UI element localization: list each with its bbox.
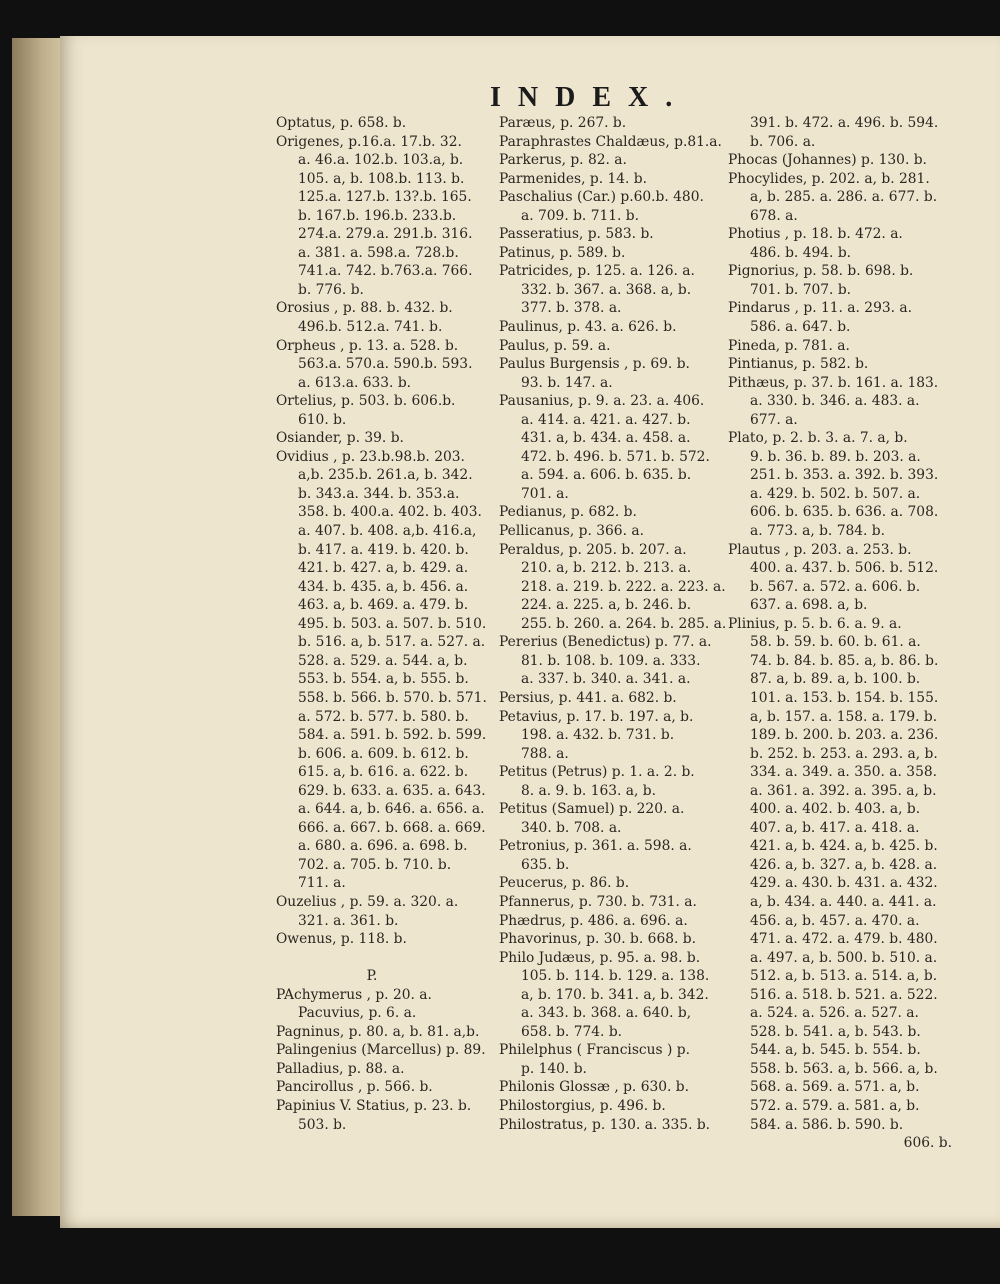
index-continuation-line: 463. a, b. 469. a. 479. b. bbox=[298, 597, 469, 614]
index-entry: Ovidius , p. 23.b.98.b. 203. bbox=[276, 448, 465, 465]
index-continuation-line: b. 252. b. 253. a. 293. a, b. bbox=[750, 745, 938, 762]
index-continuation-line: 677. a. bbox=[750, 411, 798, 428]
index-continuation-line: 568. a. 569. a. 571. a, b. bbox=[750, 1079, 920, 1096]
index-continuation-line: a. 572. b. 577. b. 580. b. bbox=[298, 708, 469, 725]
index-continuation-line: a,b. 235.b. 261.a, b. 342. bbox=[298, 467, 473, 484]
index-entry: Osiander, p. 39. b. bbox=[276, 430, 404, 447]
index-continuation-line: a. 429. b. 502. b. 507. a. bbox=[750, 485, 921, 502]
index-entry: Philonis Glossæ , p. 630. b. bbox=[499, 1079, 690, 1096]
index-column-1 bbox=[276, 114, 508, 1134]
index-continuation-line: 666. a. 667. b. 668. a. 669. bbox=[298, 819, 486, 836]
index-entry: Papinius V. Statius, p. 23. b. bbox=[276, 1097, 472, 1114]
index-entry: Plato, p. 2. b. 3. a. 7. a, b. bbox=[728, 430, 908, 447]
index-entry: Philostorgius, p. 496. b. bbox=[499, 1097, 666, 1114]
index-entry: Pellicanus, p. 366. a. bbox=[499, 523, 644, 540]
index-continuation-line: a. 524. a. 526. a. 527. a. bbox=[750, 1005, 919, 1022]
index-continuation-line: 572. a. 579. a. 581. a, b. bbox=[750, 1097, 920, 1114]
index-entry: Paulus Burgensis , p. 69. b. bbox=[499, 356, 690, 373]
index-continuation-line: 105. a, b. 108.b. 113. b. bbox=[298, 170, 465, 187]
index-entry: Plinius, p. 5. b. 6. a. 9. a. bbox=[728, 615, 902, 632]
index-continuation-line: 637. a. 698. a, b. bbox=[750, 597, 868, 614]
index-continuation-line: 391. b. 472. a. 496. b. 594. bbox=[750, 115, 939, 131]
index-continuation-line: a, b. 170. b. 341. a, b. 342. bbox=[521, 986, 709, 1003]
index-continuation-line: 407. a, b. 417. a. 418. a. bbox=[750, 819, 920, 836]
index-continuation-line: b. 343.a. 344. b. 353.a. bbox=[298, 485, 460, 502]
index-continuation-line: 58. b. 59. b. 60. b. 61. a. bbox=[750, 634, 921, 651]
index-continuation-line: 610. b. bbox=[298, 411, 347, 428]
index-continuation-line: 528. b. 541. a, b. 543. b. bbox=[750, 1023, 921, 1040]
index-entry: Petitus (Petrus) p. 1. a. 2. b. bbox=[499, 764, 695, 781]
index-entry: Paræus, p. 267. b. bbox=[499, 115, 627, 131]
index-entry: Paulus, p. 59. a. bbox=[499, 337, 611, 354]
index-continuation-line: b. 516. a, b. 517. a. 527. a. bbox=[298, 634, 486, 651]
index-continuation-line: 701. b. 707. b. bbox=[750, 281, 852, 298]
index-entry: Origenes, p.16.a. 17.b. 32. bbox=[276, 133, 462, 150]
index-entry: Pagninus, p. 80. a, b. 81. a,b. bbox=[276, 1023, 480, 1040]
index-entry: Patricides, p. 125. a. 126. a. bbox=[499, 263, 695, 280]
index-entry: Patinus, p. 589. b. bbox=[499, 244, 626, 261]
index-continuation-line: a. 337. b. 340. a. 341. a. bbox=[521, 671, 691, 688]
index-continuation-line: 741.a. 742. b.763.a. 766. bbox=[298, 263, 473, 280]
index-entry: Palingenius (Marcellus) p. 89. bbox=[276, 1042, 486, 1059]
index-entry: Pedianus, p. 682. b. bbox=[499, 504, 637, 521]
index-continuation-line: b. 706. a. bbox=[750, 133, 816, 150]
index-entry: Petronius, p. 361. a. 598. a. bbox=[499, 838, 692, 855]
index-entry: Philostratus, p. 130. a. 335. b. bbox=[499, 1116, 711, 1133]
index-continuation-line: 8. a. 9. b. 163. a, b. bbox=[521, 782, 657, 799]
index-continuation-line: 495. b. 503. a. 507. b. 510. bbox=[298, 615, 487, 632]
index-continuation-line: 788. a. bbox=[521, 745, 569, 762]
index-continuation-line: 74. b. 84. b. 85. a, b. 86. b. bbox=[750, 652, 939, 669]
index-continuation-line: a. 613.a. 633. b. bbox=[298, 374, 412, 391]
index-continuation-line: 334. a. 349. a. 350. a. 358. bbox=[750, 764, 938, 781]
index-entry bbox=[276, 986, 508, 1005]
index-continuation-line: 255. b. 260. a. 264. b. 285. a. bbox=[521, 615, 727, 632]
index-entry: Optatus, p. 658. b. bbox=[276, 115, 407, 131]
index-continuation-line: 606. b. 635. b. 636. a. 708. bbox=[750, 504, 939, 521]
index-entry: Pausanius, p. 9. a. 23. a. 406. bbox=[499, 393, 705, 410]
index-continuation-line: 558. b. 563. a, b. 566. a, b. bbox=[750, 1060, 938, 1077]
index-continuation-line: 431. a, b. 434. a. 458. a. bbox=[521, 430, 691, 447]
index-continuation-line: 563.a. 570.a. 590.b. 593. bbox=[298, 356, 473, 373]
index-continuation-line: b. 417. a. 419. b. 420. b. bbox=[298, 541, 469, 558]
index-continuation-line: 486. b. 494. b. bbox=[750, 244, 852, 261]
index-entry: Phocas (Johannes) p. 130. b. bbox=[728, 152, 927, 169]
index-continuation-line: 218. a. 219. b. 222. a. 223. a. bbox=[521, 578, 726, 595]
index-entry: Pintianus, p. 582. b. bbox=[728, 356, 869, 373]
index-continuation-line: 321. a. 361. b. bbox=[298, 912, 399, 929]
index-continuation-line: a. 497. a, b. 500. b. 510. a. bbox=[750, 949, 938, 966]
index-entry: Phocylides, p. 202. a, b. 281. bbox=[728, 170, 930, 187]
index-continuation-line: 358. b. 400.a. 402. b. 403. bbox=[298, 504, 482, 521]
index-continuation-line: 125.a. 127.b. 13?.b. 165. bbox=[298, 189, 472, 206]
index-entry: Pithæus, p. 37. b. 161. a. 183. bbox=[728, 374, 939, 391]
page-title: INDEX. bbox=[490, 82, 690, 113]
index-continuation-line: 9. b. 36. b. 89. b. 203. a. bbox=[750, 448, 921, 465]
index-continuation-line: 586. a. 647. b. bbox=[750, 319, 851, 336]
index-column-3 bbox=[728, 114, 970, 1153]
index-continuation-line: a. 381. a. 598.a. 728.b. bbox=[298, 244, 459, 261]
index-entry: 606. b. bbox=[903, 1135, 952, 1152]
index-continuation-line: 198. a. 432. b. 731. b. bbox=[521, 727, 675, 744]
index-entry: Pignorius, p. 58. b. 698. b. bbox=[728, 263, 914, 280]
index-entry: Ortelius, p. 503. b. 606.b. bbox=[276, 393, 456, 410]
index-continuation-line: 615. a, b. 616. a. 622. b. bbox=[298, 764, 469, 781]
index-continuation-line: a. 773. a, b. 784. b. bbox=[750, 523, 886, 540]
index-entry: Pineda, p. 781. a. bbox=[728, 337, 850, 354]
index-entry: Palladius, p. 88. a. bbox=[276, 1060, 405, 1077]
index-continuation-line: 429. a. 430. b. 431. a. 432. bbox=[750, 875, 938, 892]
index-continuation-line: 421. a, b. 424. a, b. 425. b. bbox=[750, 838, 938, 855]
index-entry: Plautus , p. 203. a. 253. b. bbox=[728, 541, 912, 558]
index-continuation-line: 210. a, b. 212. b. 213. a. bbox=[521, 560, 692, 577]
index-continuation-line: b. 567. a. 572. a. 606. b. bbox=[750, 578, 921, 595]
index-entry: Peraldus, p. 205. b. 207. a. bbox=[499, 541, 687, 558]
index-continuation-line: 512. a, b. 513. a. 514. a, b. bbox=[750, 968, 938, 985]
index-continuation-line: 426. a, b. 327. a, b. 428. a. bbox=[750, 856, 938, 873]
index-entry: Paraphrastes Chaldæus, p.81.a. bbox=[499, 133, 722, 150]
index-entry: Parkerus, p. 82. a. bbox=[499, 152, 627, 169]
index-continuation-line: 224. a. 225. a, b. 246. b. bbox=[521, 597, 692, 614]
index-continuation-line: 544. a, b. 545. b. 554. b. bbox=[750, 1042, 921, 1059]
index-continuation-line: 629. b. 633. a. 635. a. 643. bbox=[298, 782, 486, 799]
index-continuation-line: 635. b. bbox=[521, 856, 570, 873]
index-continuation-line: 105. b. 114. b. 129. a. 138. bbox=[521, 968, 710, 985]
index-continuation-line: 81. b. 108. b. 109. a. 333. bbox=[521, 652, 701, 669]
index-continuation-line: 702. a. 705. b. 710. b. bbox=[298, 856, 452, 873]
index-continuation-line: a, b. 285. a. 286. a. 677. b. bbox=[750, 189, 938, 206]
index-entry: Phavorinus, p. 30. b. 668. b. bbox=[499, 931, 696, 948]
index-entry: Peucerus, p. 86. b. bbox=[499, 875, 630, 892]
index-continuation-line: a, b. 157. a. 158. a. 179. b. bbox=[750, 708, 938, 725]
index-continuation-line: 377. b. 378. a. bbox=[521, 300, 622, 317]
index-continuation-line: b. 167.b. 196.b. 233.b. bbox=[298, 207, 457, 224]
index-continuation-line: a. 414. a. 421. a. 427. b. bbox=[521, 411, 691, 428]
index-continuation-line: 400. a. 437. b. 506. b. 512. bbox=[750, 560, 939, 577]
section-letter-heading: P. bbox=[366, 968, 378, 985]
index-continuation-line: a. 46.a. 102.b. 103.a, b. bbox=[298, 152, 464, 169]
index-continuation-line: 516. a. 518. b. 521. a. 522. bbox=[750, 986, 938, 1003]
index-entry: Pererius (Benedictus) p. 77. a. bbox=[499, 634, 712, 651]
index-continuation-line: 584. a. 586. b. 590. b. bbox=[750, 1116, 904, 1133]
index-continuation-line: 503. b. bbox=[298, 1116, 347, 1133]
index-entry: Persius, p. 441. a. 682. b. bbox=[499, 689, 677, 706]
index-entry: Ouzelius , p. 59. a. 320. a. bbox=[276, 893, 459, 910]
index-entry: Photius , p. 18. b. 472. a. bbox=[728, 226, 903, 243]
index-continuation-line: 434. b. 435. a, b. 456. a. bbox=[298, 578, 469, 595]
index-continuation-line: 558. b. 566. b. 570. b. 571. bbox=[298, 689, 487, 706]
index-continuation-line: a. 361. a. 392. a. 395. a, b. bbox=[750, 782, 937, 799]
index-continuation-line: 400. a. 402. b. 403. a, b. bbox=[750, 801, 921, 818]
index-continuation-line: Pacuvius, p. 6. a. bbox=[298, 1005, 417, 1022]
index-continuation-line: 678. a. bbox=[750, 207, 798, 224]
index-continuation-line: 471. a. 472. a. 479. b. 480. bbox=[750, 931, 938, 948]
index-continuation-line: 472. b. 496. b. 571. b. 572. bbox=[521, 448, 710, 465]
index-entry: Owenus, p. 118. b. bbox=[276, 931, 407, 948]
index-entry: Paulinus, p. 43. a. 626. b. bbox=[499, 319, 677, 336]
index-continuation-line: a, b. 434. a. 440. a. 441. a. bbox=[750, 893, 937, 910]
index-continuation-line: a. 407. b. 408. a,b. 416.a, bbox=[298, 523, 477, 540]
index-continuation-line: 93. b. 147. a. bbox=[521, 374, 613, 391]
index-entry: Philelphus ( Franciscus ) p. bbox=[499, 1042, 690, 1059]
index-column-2 bbox=[499, 114, 731, 1134]
index-continuation-line: b. 776. b. bbox=[298, 281, 364, 298]
index-continuation-line: 189. b. 200. b. 203. a. 236. bbox=[750, 727, 939, 744]
index-continuation-line: p. 140. b. bbox=[521, 1060, 587, 1077]
index-entry: Orpheus , p. 13. a. 528. b. bbox=[276, 337, 459, 354]
index-entry: Orosius , p. 88. b. 432. b. bbox=[276, 300, 453, 317]
index-continuation-line: 701. a. bbox=[521, 485, 569, 502]
index-continuation-line: 87. a, b. 89. a, b. 100. b. bbox=[750, 671, 921, 688]
index-entry: Parmenides, p. 14. b. bbox=[499, 170, 648, 187]
index-entry: Petitus (Samuel) p. 220. a. bbox=[499, 801, 685, 818]
index-continuation-line: 528. a. 529. a. 544. a, b. bbox=[298, 652, 468, 669]
blank-line bbox=[276, 949, 508, 968]
index-continuation-line: a. 330. b. 346. a. 483. a. bbox=[750, 393, 920, 410]
index-entry: Paschalius (Car.) p.60.b. 480. bbox=[499, 189, 704, 206]
index-continuation-line: a. 709. b. 711. b. bbox=[521, 207, 640, 224]
index-continuation-line: 101. a. 153. b. 154. b. 155. bbox=[750, 689, 939, 706]
index-continuation-line: 340. b. 708. a. bbox=[521, 819, 622, 836]
index-entry-text: PAchymerus , p. 20. a. bbox=[276, 986, 432, 1003]
index-continuation-line: 274.a. 279.a. 291.b. 316. bbox=[298, 226, 473, 243]
index-continuation-line: a. 343. b. 368. a. 640. b, bbox=[521, 1005, 692, 1022]
index-entry: Phædrus, p. 486. a. 696. a. bbox=[499, 912, 688, 929]
index-entry: Pindarus , p. 11. a. 293. a. bbox=[728, 300, 913, 317]
index-continuation-line: 251. b. 353. a. 392. b. 393. bbox=[750, 467, 939, 484]
index-continuation-line: a. 594. a. 606. b. 635. b. bbox=[521, 467, 692, 484]
index-continuation-line: a. 644. a, b. 646. a. 656. a. bbox=[298, 801, 485, 818]
index-entry: Philo Judæus, p. 95. a. 98. b. bbox=[499, 949, 701, 966]
index-continuation-line: 584. a. 591. b. 592. b. 599. bbox=[298, 727, 487, 744]
index-continuation-line: 658. b. 774. b. bbox=[521, 1023, 623, 1040]
index-continuation-line: 553. b. 554. a, b. 555. b. bbox=[298, 671, 469, 688]
index-entry: Pancirollus , p. 566. b. bbox=[276, 1079, 433, 1096]
index-continuation-line: b. 606. a. 609. b. 612. b. bbox=[298, 745, 469, 762]
index-entry: Petavius, p. 17. b. 197. a, b. bbox=[499, 708, 694, 725]
index-continuation-line: 496.b. 512.a. 741. b. bbox=[298, 319, 443, 336]
index-continuation-line: 456. a, b. 457. a. 470. a. bbox=[750, 912, 920, 929]
index-entry: Pfannerus, p. 730. b. 731. a. bbox=[499, 893, 697, 910]
index-continuation-line: 332. b. 367. a. 368. a, b. bbox=[521, 281, 692, 298]
index-continuation-line: 421. b. 427. a, b. 429. a. bbox=[298, 560, 469, 577]
index-continuation-line: 711. a. bbox=[298, 875, 346, 892]
index-continuation-line: a. 680. a. 696. a. 698. b. bbox=[298, 838, 468, 855]
index-entry: Passeratius, p. 583. b. bbox=[499, 226, 654, 243]
book-edge bbox=[12, 38, 67, 1216]
